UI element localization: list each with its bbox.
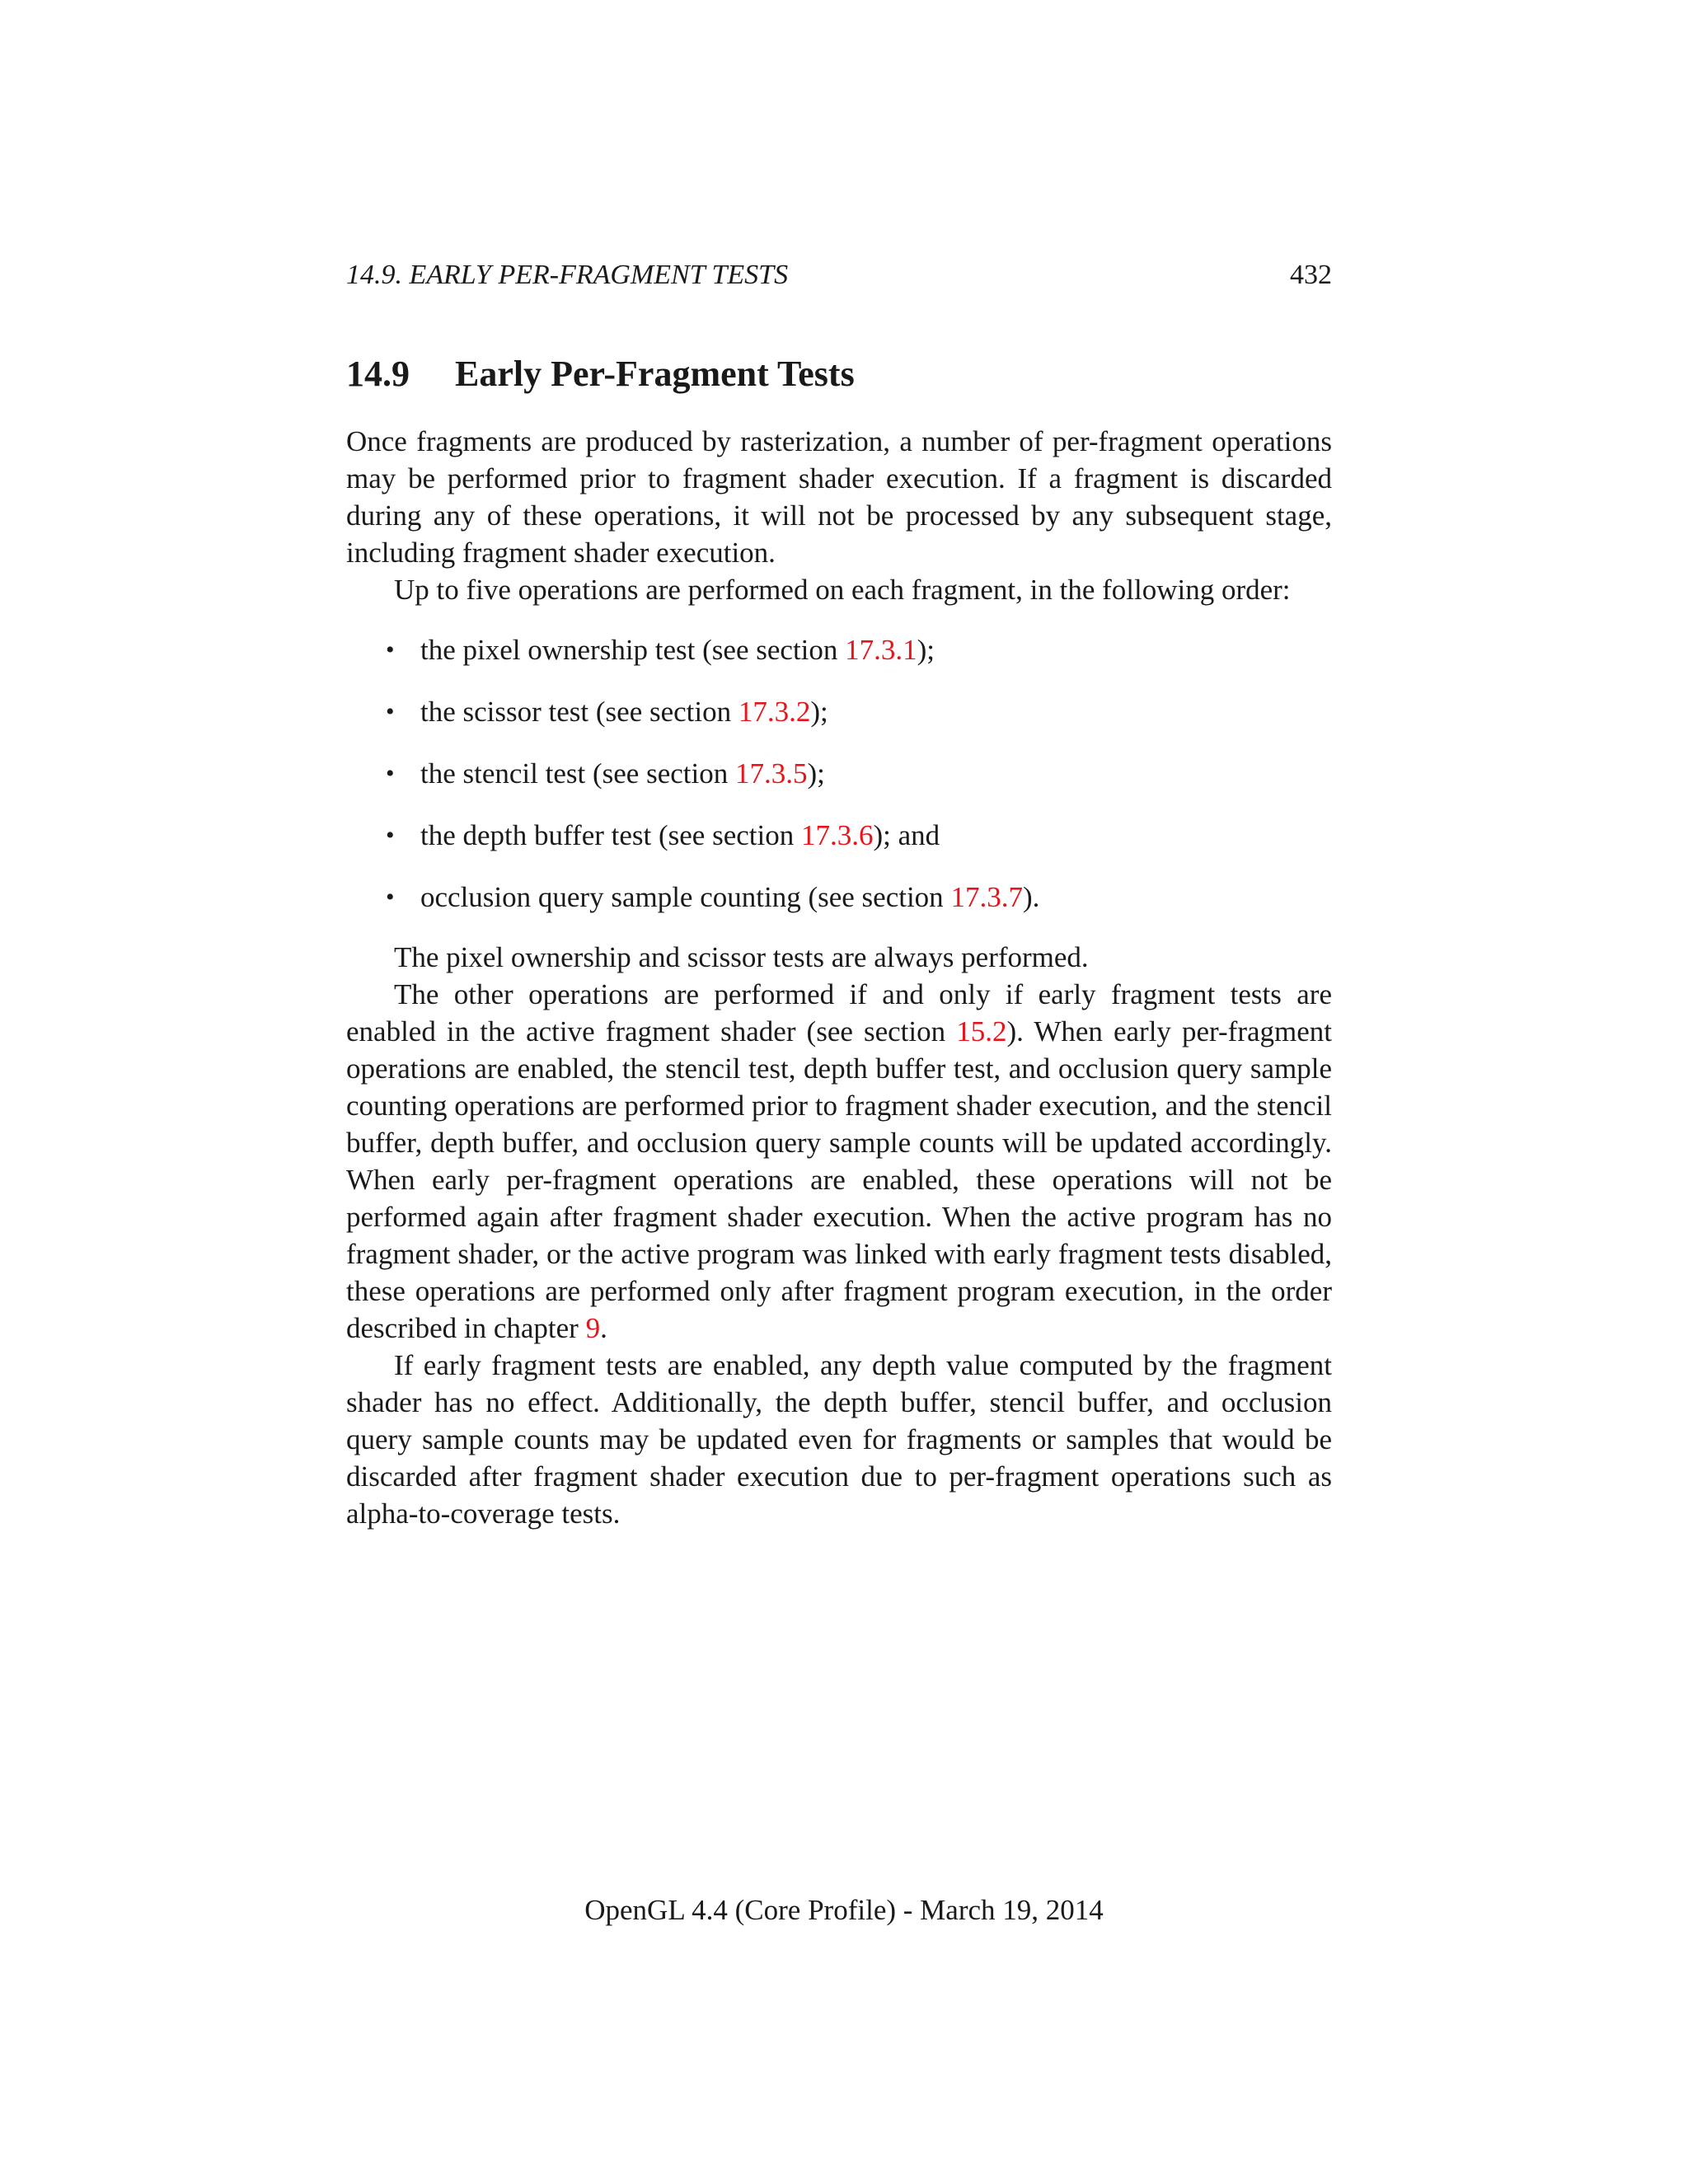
list-item-scissor (386, 693, 1332, 730)
list-item-text: the scissor test (see section (420, 696, 738, 728)
bullet-icon: • (386, 760, 395, 787)
xref-link-17-3-6[interactable]: 17.3.6 (800, 819, 874, 851)
list-item-suffix: ). (1022, 881, 1040, 913)
xref-link-17-3-5[interactable]: 17.3.5 (734, 757, 808, 790)
paragraph-text: . (600, 1312, 607, 1344)
list-item-text: the depth buffer test (see section (420, 819, 801, 851)
xref-link-17-3-1[interactable]: 17.3.1 (845, 634, 917, 666)
paragraph-operations-lead: Up to five operations are performed on each fragment, in the following order: (394, 574, 1291, 606)
list-item-suffix: ); and (873, 819, 940, 851)
list-item-text: the pixel ownership test (see section (420, 634, 846, 666)
paragraph-text: The other operations are performed if and only if early fragment tests are enabled in the active fragment shader (see section (346, 978, 1332, 1047)
bullet-icon: • (386, 698, 395, 725)
paragraph-other-operations (346, 976, 1332, 1347)
list-item-text: the stencil test (see section (420, 757, 735, 790)
section-number: 14.9 (346, 354, 410, 394)
paragraph-depth-effect: If early fragment tests are enabled, any depth value computed by the fragment shader has no effect. Additionally, the depth buffer, stencil buffer, and occlusion query sample counts may be updated even for fragments or samples that would be discarded after fragment shader execution due to per-fragment operations such as alpha-to-coverage tests. (346, 1349, 1332, 1530)
list-item-depth-buffer (386, 817, 1332, 854)
list-item-text: occlusion query sample counting (see section (420, 881, 951, 913)
section-title: Early Per-Fragment Tests (455, 354, 855, 394)
list-item-suffix: ); (810, 696, 828, 728)
running-header (346, 257, 1332, 293)
xref-link-15-2[interactable]: 15.2 (956, 1015, 1007, 1047)
page-footer: OpenGL 4.4 (Core Profile) - March 19, 2014 (584, 1894, 1104, 1926)
page-number: 432 (1290, 260, 1332, 290)
main-content (346, 350, 1332, 1532)
list-item-pixel-ownership (386, 631, 1332, 668)
operations-list (346, 631, 1332, 916)
list-item-stencil (386, 755, 1332, 792)
xref-link-17-3-7[interactable]: 17.3.7 (950, 881, 1023, 913)
bullet-icon: • (386, 883, 395, 911)
list-item-suffix: ); (917, 634, 935, 666)
list-item-suffix: ); (807, 757, 825, 790)
running-header-title: 14.9. EARLY PER-FRAGMENT TESTS (346, 260, 789, 290)
paragraph-always-performed: The pixel ownership and scissor tests are always performed. (394, 941, 1089, 973)
xref-link-17-3-2[interactable]: 17.3.2 (738, 696, 811, 728)
bullet-icon: • (386, 822, 395, 849)
paragraph-text: ). When early per-fragment operations are enabled, the stencil test, depth buffer test, and occlusion query sample counting operations are performed prior to fragment shader execution, and the stencil buffer, depth buffer, and occlusion query sample counts will be updated accordingly. When early per-fragment operations are enabled, these operations will not be performed again after fragment shader execution. When the active program has no fragment shader, or the active program was linked with early fragment tests disabled, these operations are performed only after fragment program execution, in the order described in chapter (346, 1015, 1332, 1344)
list-item-occlusion-query (386, 879, 1332, 916)
bullet-icon: • (386, 636, 395, 663)
paragraph-intro: Once fragments are produced by rasterization, a number of per-fragment operations may be performed prior to fragment shader execution. If a fragment is discarded during any of these operations, it will not be processed by any subsequent stage, including fragment shader execution. (346, 425, 1332, 569)
section-heading (346, 350, 1332, 398)
xref-link-chapter-9[interactable]: 9 (585, 1312, 601, 1344)
